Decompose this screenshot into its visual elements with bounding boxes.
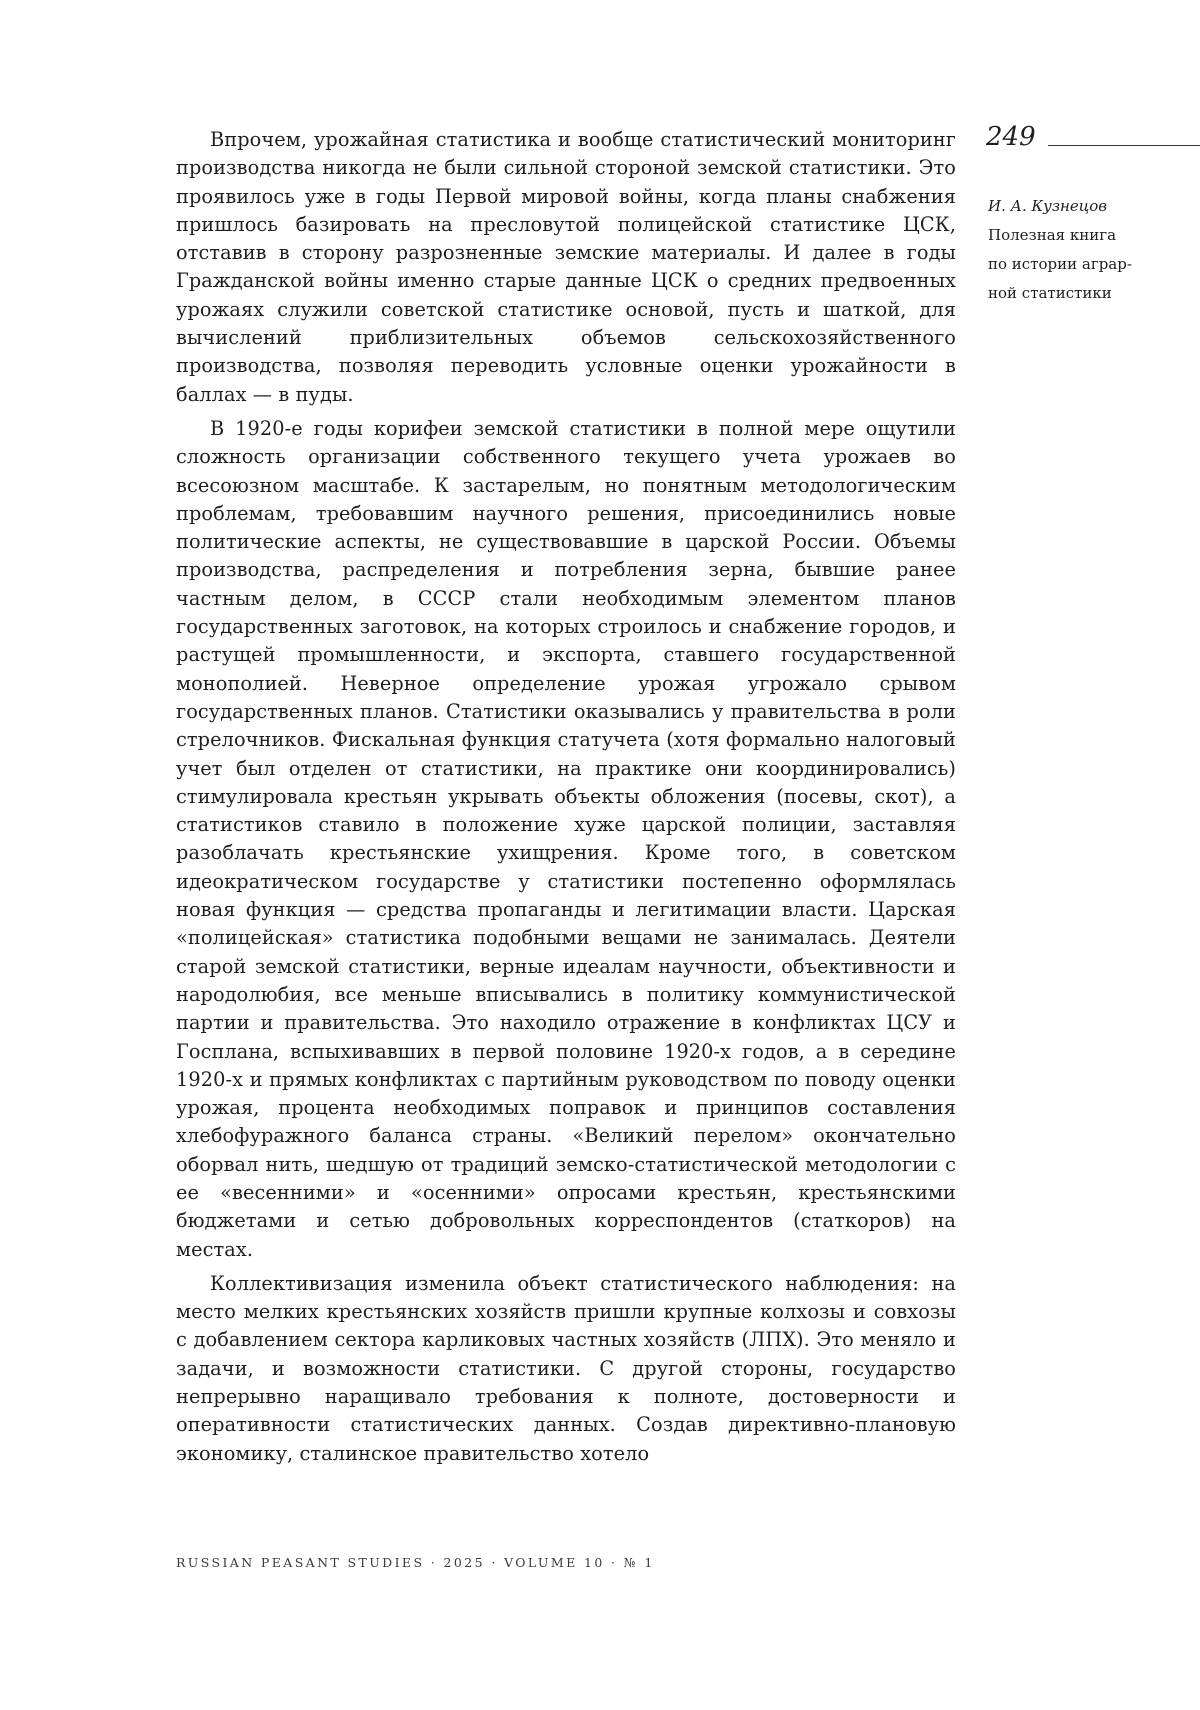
running-header-sidebar	[988, 192, 1188, 308]
running-header-title-line: по истории аграр-	[988, 250, 1188, 279]
page-number-rule	[1048, 145, 1200, 146]
body-paragraph: Коллективизация изменила объект статистического наблюдения: на место мелких крестьянских хозяйств пришли крупные колхозы и совхозы с добавлением сектора карликовых частных хозяйств (ЛПХ). Это меняло и задачи, и возможности статистики. С другой стороны, государство непрерывно наращивало требования к полноте, достоверности и оперативности статистических данных. Создав директивно-плановую экономику, сталинское правительство хотело	[176, 1270, 956, 1468]
journal-footer: RUSSIAN PEASANT STUDIES · 2025 · VOLUME 10 · № 1	[176, 1555, 655, 1570]
running-header-author: И. А. Кузнецов	[988, 192, 1188, 221]
page-number: 249	[986, 122, 1036, 152]
running-header-title-line: ной статистики	[988, 279, 1188, 308]
body-paragraph: В 1920-е годы корифеи земской статистики в полной мере ощутили сложность организации собственного текущего учета урожаев во всесоюзном масштабе. К застарелым, но понятным методологическим проблемам, требовавшим научного решения, присоединились новые политические аспекты, не существовавшие в царской России. Объемы производства, распределения и потребления зерна, бывшие ранее частным делом, в СССР стали необходимым элементом планов государственных заготовок, на которых строилось и снабжение городов, и растущей промышленности, и экспорта, ставшего государственной монополией. Неверное определение урожая угрожало срывом государственных планов. Статистики оказывались у правительства в роли стрелочников. Фискальная функция статучета (хотя формально налоговый учет был отделен от статистики, на практике они координировались) стимулировала крестьян укрывать объекты обложения (посевы, скот), а статистиков ставило в положение хуже царской полиции, заставляя разоблачать крестьянские ухищрения. Кроме того, в советском идеократическом государстве у статистики постепенно оформлялась новая функция — средства пропаганды и легитимации власти. Царская «полицейская» статистика подобными вещами не занималась. Деятели старой земской статистики, верные идеалам научности, объективности и народолюбия, все меньше вписывались в политику коммунистической партии и правительства. Это находило отражение в конфликтах ЦСУ и Госплана, вспыхивавших в первой половине 1920-х годов, а в середине 1920-х и прямых конфликтах с партийным руководством по поводу оценки урожая, процента необходимых поправок и принципов составления хлебофуражного баланса страны. «Великий перелом» окончательно оборвал нить, шедшую от традиций земско-статистической методологии с ее «весенними» и «осенними» опросами крестьян, крестьянскими бюджетами и сетью добровольных корреспондентов (статкоров) на местах.	[176, 415, 956, 1264]
article-body	[176, 126, 956, 1474]
running-header-title-line: Полезная книга	[988, 221, 1188, 250]
body-paragraph: Впрочем, урожайная статистика и вообще статистический мониторинг производства никогда не были сильной стороной земской статистики. Это проявилось уже в годы Первой мировой войны, когда планы снабжения пришлось базировать на пресловутой полицейской статистике ЦСК, отставив в сторону разрозненные земские материалы. И далее в годы Гражданской войны именно старые данные ЦСК о средних предвоенных урожаях служили советской статистике основой, пусть и шаткой, для вычислений приблизительных объемов сельскохозяйственного производства, позволяя переводить условные оценки урожайности в баллах — в пуды.	[176, 126, 956, 409]
